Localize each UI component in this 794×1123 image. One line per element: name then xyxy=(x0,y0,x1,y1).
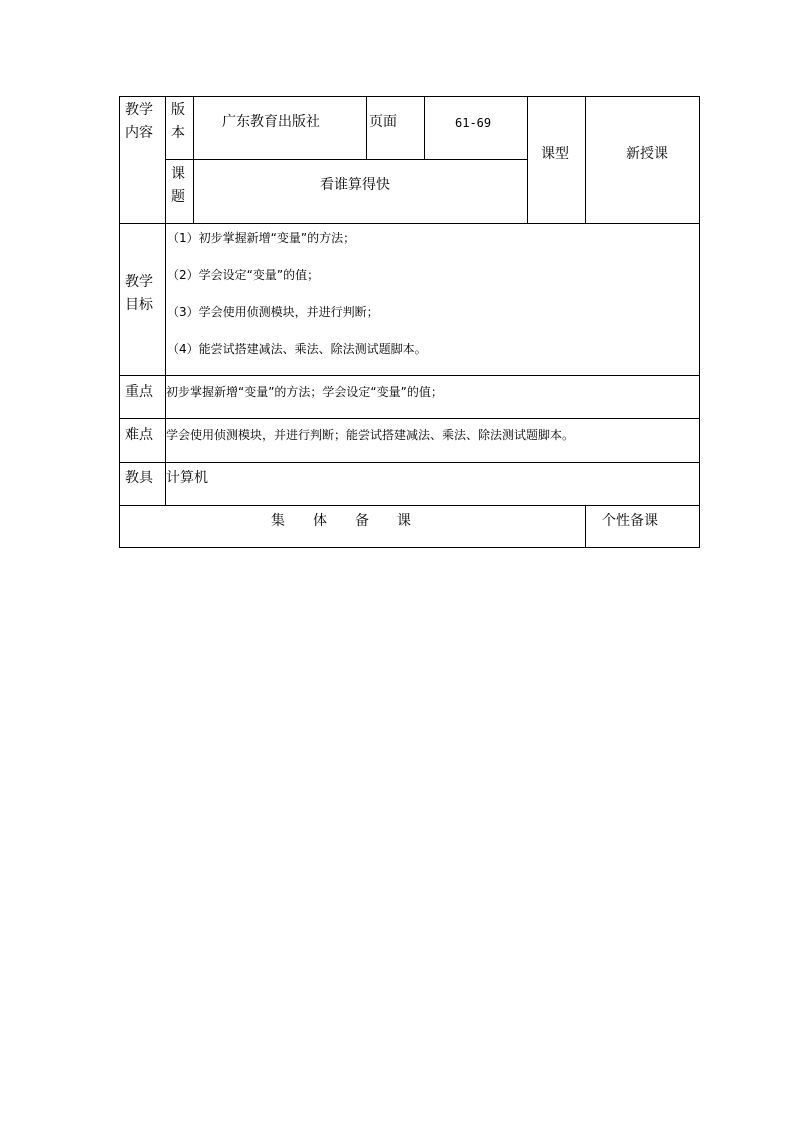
col-divider-pages-label xyxy=(366,96,367,160)
difficulties-value: 学会使用侦测模块，并进行判断；能尝试搭建减法、乘法、除法测试题脚本。 xyxy=(166,428,575,442)
col-divider-lesson-type xyxy=(527,96,528,224)
label-lesson-type: 课型 xyxy=(541,146,569,162)
label-goals-line1: 教学 xyxy=(125,274,153,290)
col-divider-lesson-type-value xyxy=(585,96,586,224)
row-divider-edition xyxy=(165,159,527,160)
goal-item-3: （3）学会使用侦测模块，并进行判断； xyxy=(167,305,379,319)
col-divider-edition-label xyxy=(193,96,194,224)
lesson-type-value: 新授课 xyxy=(626,146,668,162)
row-divider-tools xyxy=(119,505,700,506)
col-divider-prep xyxy=(585,505,586,548)
label-topic-line2: 题 xyxy=(171,189,185,205)
individual-prep-heading: 个性备课 xyxy=(602,513,658,529)
topic-value: 看谁算得快 xyxy=(320,177,390,193)
row-divider-goals xyxy=(119,375,700,376)
label-goals-line2: 目标 xyxy=(125,297,153,313)
label-key-points: 重点 xyxy=(125,384,153,400)
label-pages: 页面 xyxy=(369,114,397,130)
table-border-bottom xyxy=(119,547,700,548)
label-edition-line2: 本 xyxy=(171,125,185,141)
label-content-line2: 内容 xyxy=(125,125,153,141)
label-content-line1: 教学 xyxy=(125,102,153,118)
label-difficulties: 难点 xyxy=(125,427,153,443)
table-border-right xyxy=(699,96,700,548)
table-border-left xyxy=(119,96,120,548)
goal-item-1: （1）初步掌握新增“变量”的方法； xyxy=(167,231,356,245)
col-divider-pages-value xyxy=(424,96,425,160)
label-tools: 教具 xyxy=(125,470,153,486)
label-edition-line1: 版 xyxy=(171,102,185,118)
tools-value: 计算机 xyxy=(166,470,208,486)
row-divider-keypoints xyxy=(119,418,700,419)
goal-item-2: （2）学会设定“变量”的值； xyxy=(167,268,320,282)
goal-item-4: （4）能尝试搭建减法、乘法、除法测试题脚本。 xyxy=(167,342,427,356)
row-divider-content xyxy=(119,223,700,224)
edition-value: 广东教育出版社 xyxy=(222,114,320,130)
label-topic-line1: 课 xyxy=(171,166,185,182)
key-points-value: 初步掌握新增“变量”的方法；学会设定“变量”的值； xyxy=(166,385,443,399)
group-prep-heading: 集体备课 xyxy=(271,513,439,529)
pages-value: 61-69 xyxy=(455,116,492,130)
table-border-top xyxy=(119,96,700,97)
row-divider-difficulties xyxy=(119,462,700,463)
